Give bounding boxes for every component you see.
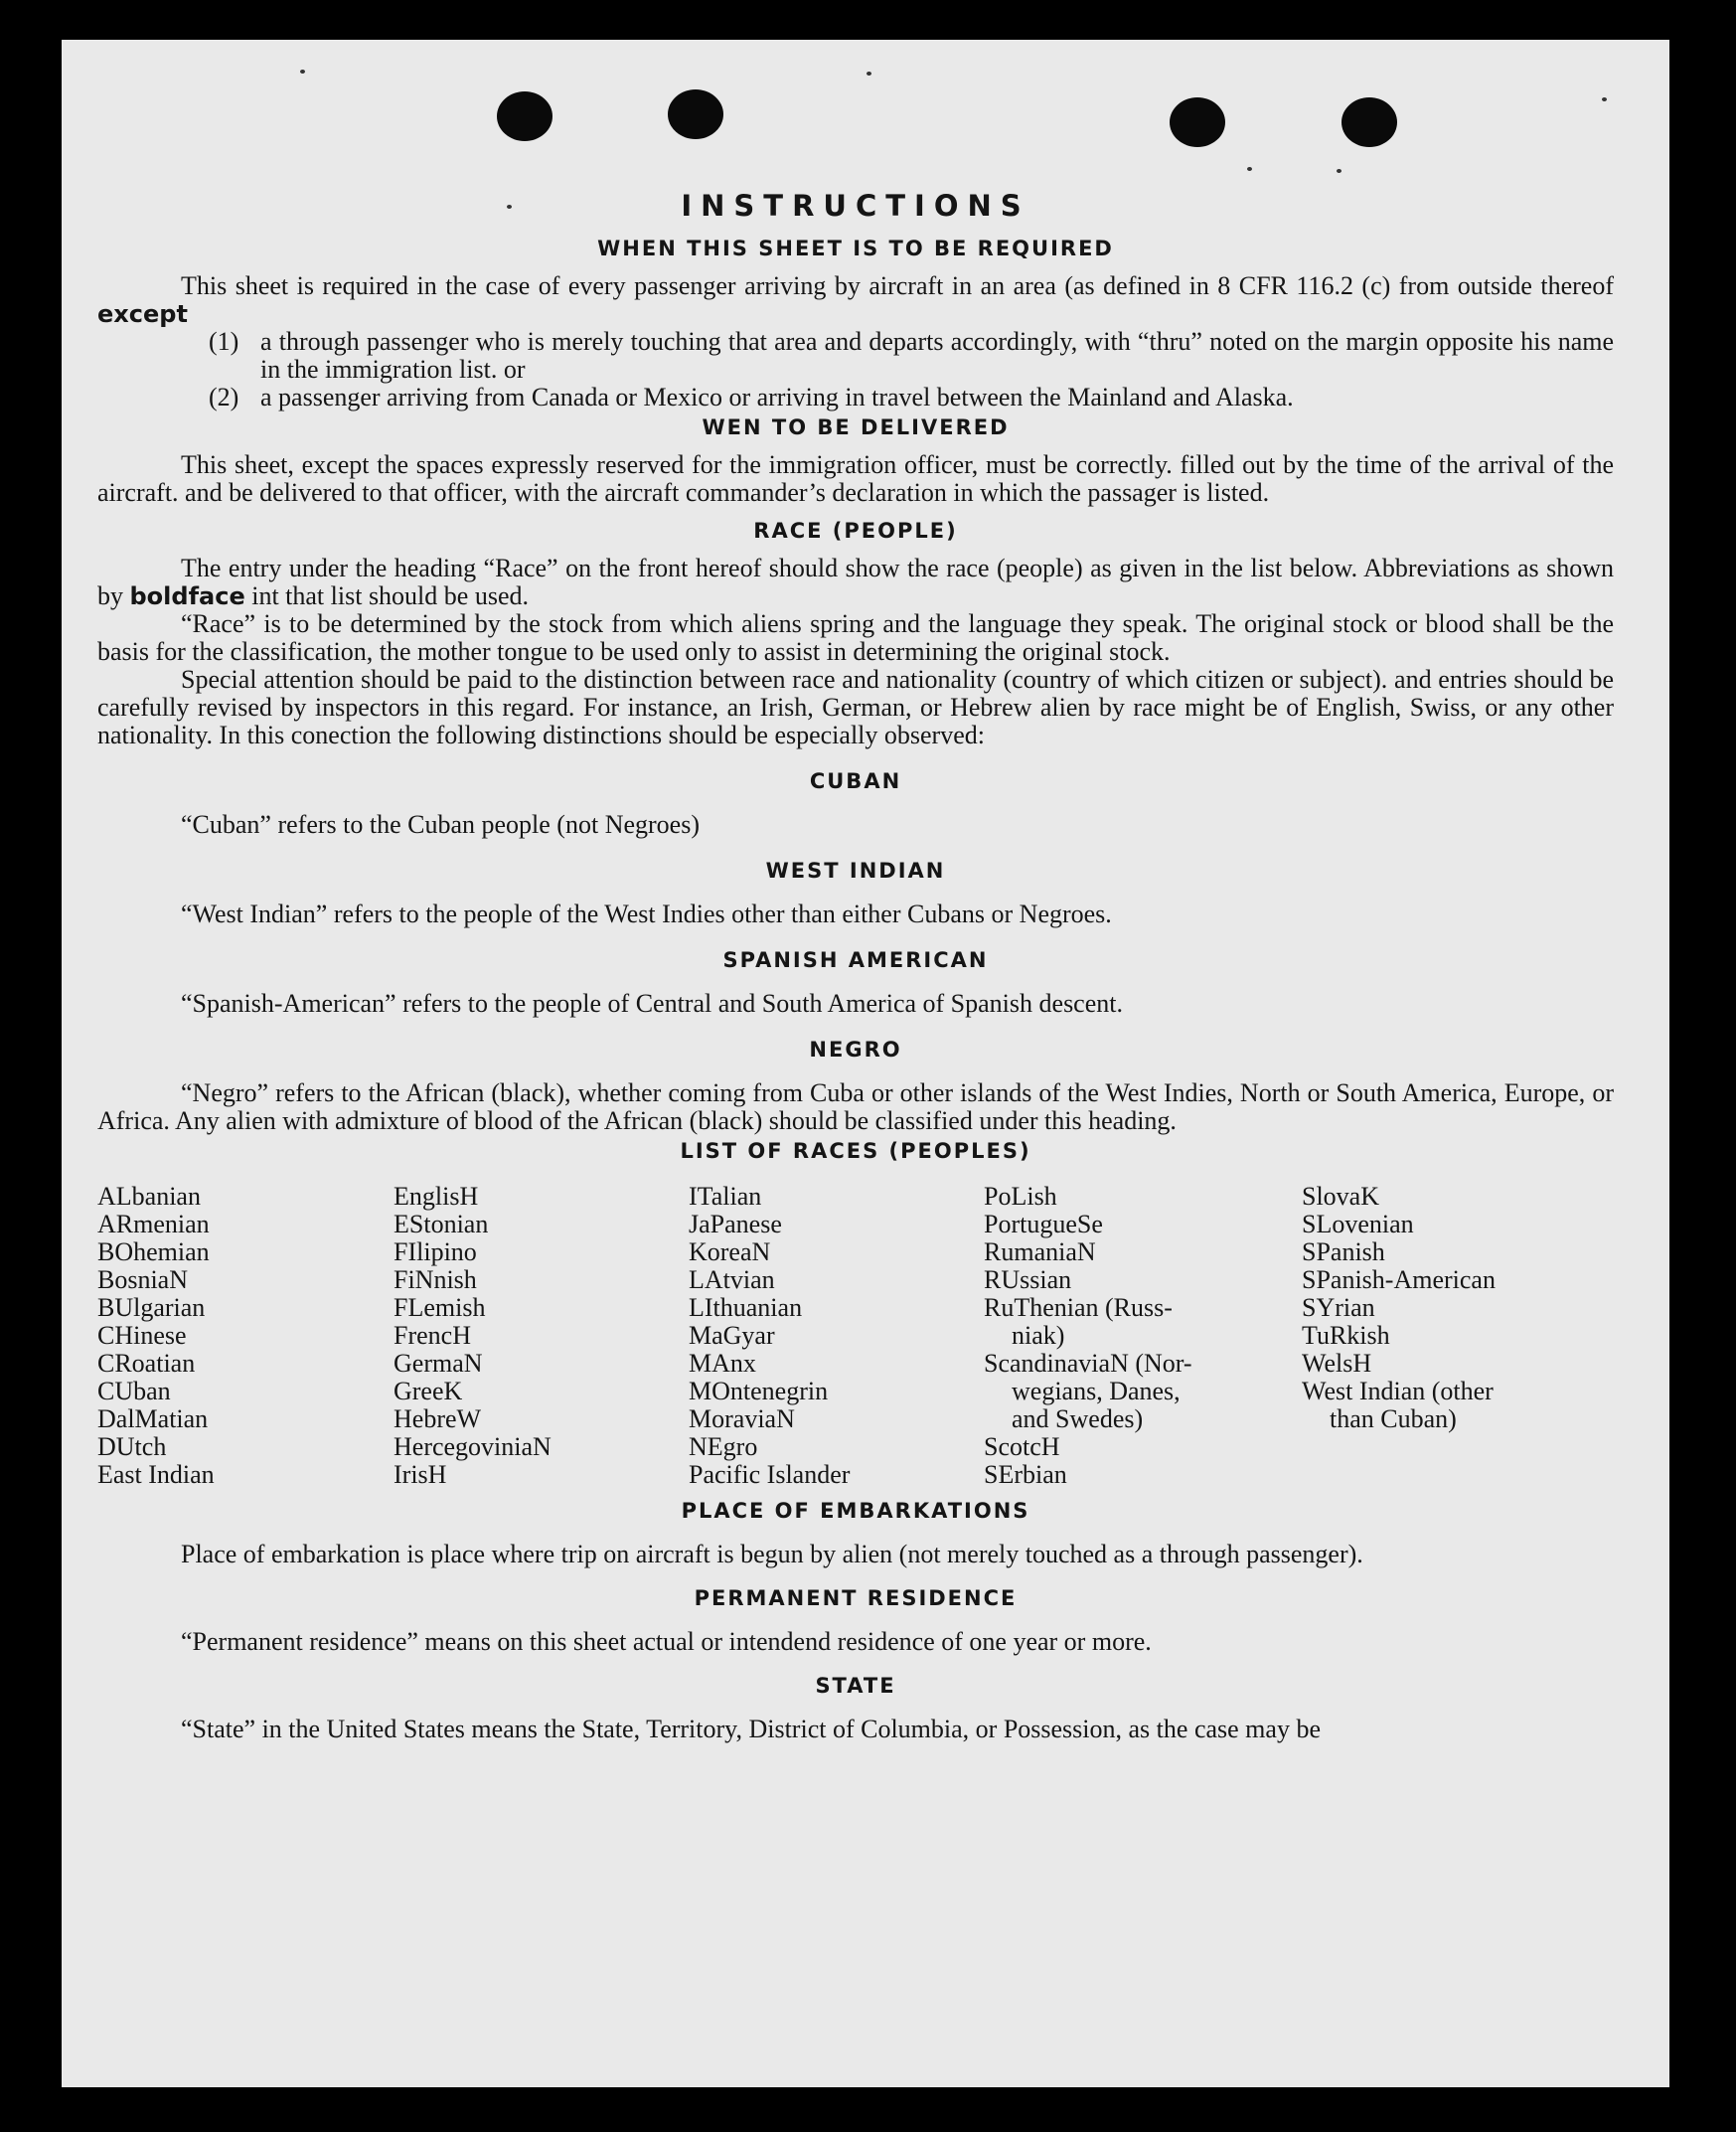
race-entry: MAnx [689, 1349, 756, 1378]
race-entry: DalMatian [97, 1404, 209, 1433]
race-entry: NEgro [689, 1432, 758, 1461]
item-text: a passenger arriving from Canada or Mexico or arriving in travel between the Mainland and Alaska. [260, 383, 1294, 411]
race-entry: BosniaN [97, 1265, 188, 1294]
cuban-text: “Cuban” refers to the Cuban people (not Negroes) [181, 810, 700, 839]
punch-hole [668, 89, 723, 139]
races-column [984, 1183, 1302, 1489]
race-entry: ALbanian [97, 1182, 201, 1211]
race-entry: East Indian [97, 1460, 215, 1489]
page-title: INSTRUCTIONS [681, 189, 1030, 223]
instructions-content [97, 189, 1614, 1743]
when-delivered-text: This sheet, except the spaces expressly reserved for the immigration officer, must be correctly. filled out by the time of the arrival of the aircraft. and be delivered to that officer, with the aircraft commander’s declaration in which the passager is listed. [97, 450, 1614, 507]
west-indian-text: “West Indian” refers to the people of the West Indies other than either Cubans or Negroes. [181, 900, 1112, 928]
speck-mark [867, 72, 871, 76]
race-entry: KoreaN [689, 1237, 771, 1266]
race-entry: RUssian [984, 1265, 1072, 1294]
race-entry: CHinese [97, 1321, 187, 1350]
spanish-american-text: “Spanish-American” refers to the people of Central and South America of Spanish descent. [181, 989, 1123, 1018]
race-entry-continued: than Cuban) [1330, 1404, 1457, 1433]
races-column [97, 1183, 394, 1489]
speck-mark [1247, 167, 1252, 171]
race-entry: HebreW [394, 1404, 482, 1433]
race-entry: PortugueSe [984, 1210, 1103, 1238]
race-entry: SLovenian [1302, 1210, 1414, 1238]
race-entry: LIthuanian [689, 1293, 803, 1322]
races-column [394, 1183, 689, 1489]
state-text: “State” in the United States means the State, Territory, District of Columbia, or Possession, as the case may be [181, 1715, 1321, 1743]
when-required-intro [97, 272, 1614, 328]
race-entry: PoLish [984, 1182, 1057, 1211]
race-entry: FiNnish [394, 1265, 477, 1294]
intro-text: This sheet is required in the case of every passenger arriving by aircraft in an area (as defined in 8 CFR 116.2 (c) from outside thereof [181, 271, 1614, 300]
place-of-embarkation-text: Place of embarkation is place where trip on aircraft is begun by alien (not merely touched as a through passenger). [181, 1540, 1363, 1568]
race-paragraph-3: Special attention should be paid to the distinction between race and nationality (country of which citizen or subject). and entries should be carefully revised by inspectors in this regard. For instance, an Irish, German, or Hebrew alien by race might be of English, Swiss, or any other nationality. In this conection the following distinctions should be especially observed: [97, 665, 1614, 749]
heading-when-required: WHEN THIS SHEET IS TO BE REQUIRED [597, 237, 1114, 260]
race-entry: ScotcH [984, 1432, 1060, 1461]
race-paragraph-2: “Race” is to be determined by the stock from which aliens spring and the language they speak. The original stock or blood shall be the basis for the classification, the mother tongue to be used only to assist in determining the original stock. [97, 609, 1614, 666]
punch-hole [1341, 97, 1397, 147]
race-entry: MaGyar [689, 1321, 775, 1350]
race-entry: GermaN [394, 1349, 483, 1378]
item-text: a through passenger who is merely touching that area and departs accordingly, with “thru” noted on the margin opposite his name in the immigration list. or [260, 327, 1614, 384]
race-entry: West Indian (other [1302, 1377, 1494, 1405]
race-entry: DUtch [97, 1432, 167, 1461]
race-entry: LAtvian [689, 1265, 775, 1294]
race-entry: Pacific Islander [689, 1460, 851, 1489]
negro-text: “Negro” refers to the African (black), whether coming from Cuba or other islands of the West Indies, North or South America, Europe, or Africa. Any alien with admixture of blood of the African (black) should be classified under this heading. [97, 1078, 1614, 1135]
race-entry: FLemish [394, 1293, 486, 1322]
item-number: (2) [209, 383, 239, 411]
race-entry: MoraviaN [689, 1404, 795, 1433]
race-text-after: int that list should be used. [251, 581, 529, 610]
heading-spanish-american: SPANISH AMERICAN [722, 948, 989, 972]
race-entry: HercegoviniaN [394, 1432, 552, 1461]
race-entry: SPanish-American [1302, 1265, 1496, 1294]
race-entry: FIlipino [394, 1237, 477, 1266]
heading-cuban: CUBAN [809, 769, 902, 793]
permanent-residence-text: “Permanent residence” means on this sheet actual or intendend residence of one year or more. [181, 1627, 1152, 1656]
race-entry: GreeK [394, 1377, 463, 1405]
heading-west-indian: WEST INDIAN [765, 859, 946, 883]
race-entry: EnglisH [394, 1182, 479, 1211]
race-entry: RuThenian (Russ- [984, 1293, 1173, 1322]
race-entry: MOntenegrin [689, 1377, 829, 1405]
document-sheet [62, 40, 1669, 2087]
heading-state: STATE [815, 1674, 896, 1698]
race-entry: CUban [97, 1377, 171, 1405]
race-entry: SPanish [1302, 1237, 1385, 1266]
speck-mark [1337, 169, 1341, 173]
races-column [689, 1183, 984, 1489]
heading-place-of-embarkation: PLACE OF EMBARKATIONS [681, 1499, 1030, 1523]
race-entry: TuRkish [1302, 1321, 1390, 1350]
heading-when-delivered: WEN TO BE DELIVERED [702, 415, 1010, 439]
condition-item [209, 384, 1614, 411]
race-entry: BUlgarian [97, 1293, 206, 1322]
races-column [1302, 1183, 1600, 1489]
race-entry: ScandinaviaN (Nor- [984, 1349, 1192, 1378]
speck-mark [300, 70, 305, 74]
race-entry: WelsH [1302, 1349, 1372, 1378]
race-entry: IrisH [394, 1460, 447, 1489]
heading-list-of-races: LIST OF RACES (PEOPLES) [680, 1139, 1031, 1163]
race-entry: ARmenian [97, 1210, 210, 1238]
races-list [97, 1183, 1614, 1489]
punch-hole [497, 91, 552, 141]
race-entry: RumaniaN [984, 1237, 1096, 1266]
race-entry: EStonian [394, 1210, 489, 1238]
race-entry: FrencH [394, 1321, 471, 1350]
speck-mark [1602, 97, 1607, 101]
race-bold-boldface: boldface [129, 582, 245, 610]
race-entry-continued: wegians, Danes, [1012, 1377, 1181, 1405]
race-entry-continued: and Swedes) [1012, 1404, 1144, 1433]
race-entry: SErbian [984, 1460, 1067, 1489]
race-entry: JaPanese [689, 1210, 782, 1238]
heading-negro: NEGRO [809, 1038, 902, 1062]
race-entry: SlovaK [1302, 1182, 1379, 1211]
race-entry: ITalian [689, 1182, 762, 1211]
race-entry: CRoatian [97, 1349, 196, 1378]
heading-permanent-residence: PERMANENT RESIDENCE [694, 1586, 1018, 1610]
race-entry-continued: niak) [1012, 1321, 1065, 1350]
intro-bold-except: except [97, 300, 188, 328]
race-entry: BOhemian [97, 1237, 210, 1266]
race-paragraph-1 [97, 555, 1614, 610]
race-entry: SYrian [1302, 1293, 1375, 1322]
item-number: (1) [209, 327, 239, 356]
condition-item [209, 328, 1614, 384]
heading-race: RACE (PEOPLE) [753, 519, 958, 543]
punch-hole [1170, 97, 1225, 147]
race-text-before: The entry under the heading “Race” on the front hereof should show the race (people) as given in the list below. Abbreviations as shown by [97, 554, 1614, 610]
